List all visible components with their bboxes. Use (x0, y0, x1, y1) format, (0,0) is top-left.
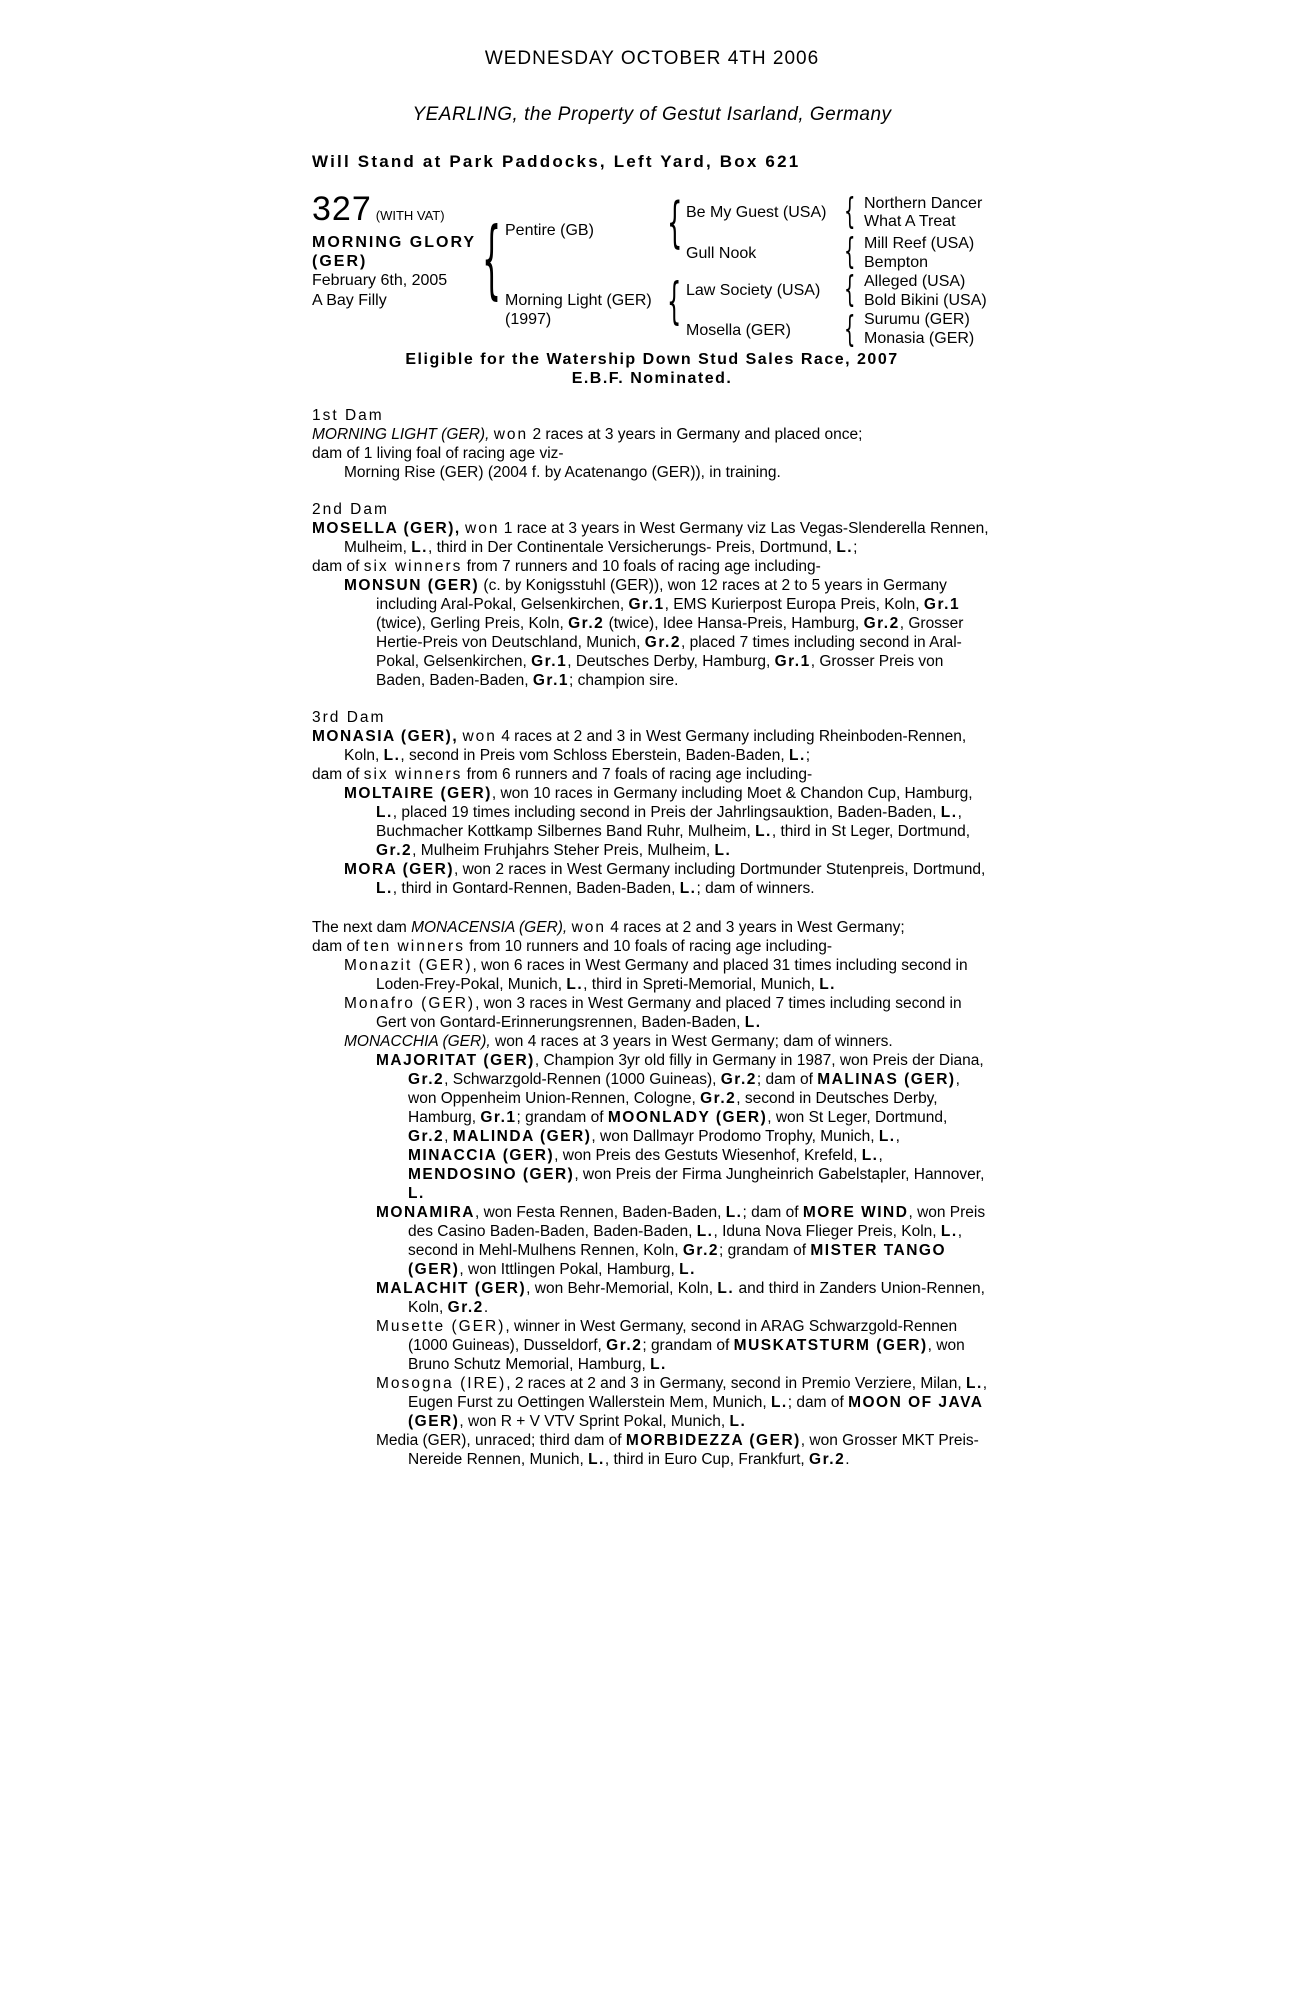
brace-icon: { (844, 191, 856, 232)
lot-number: 327 (312, 190, 372, 228)
ancestor-6: Bold Bikini (USA) (864, 292, 987, 309)
ancestor-3: Mill Reef (USA) (864, 235, 975, 252)
brace-icon: { (844, 309, 856, 350)
horse-country: (GER) (312, 253, 368, 270)
stand-location: Will Stand at Park Paddocks, Left Yard, Box 621 (312, 152, 801, 171)
dam-produce-summary: dam of 1 living foal of racing age viz- (312, 445, 564, 462)
produce-entry: MAJORITAT (GER), Champion 3yr old filly in Germany in 1987, won Preis der Diana, Gr.2, Schwarzgold-Rennen (1000 Guineas), Gr.2; dam of MALINAS (GER), won Oppenheim Union-Rennen, Cologne, Gr.2, second in Deutsches Derby, Hamburg, Gr.1; grandam of MOONLADY (GER), won St Leger, Dortmund, Gr.2, MALINDA (GER), won Dallmayr Prodomo Trophy, Munich, L., MINACCIA (GER), won Preis des Gestuts Wiesenhof, Krefeld, L., MENDOSINO (GER), won Preis der Firma Jungheinrich Gabelstapler, Hannover, L. (376, 1052, 985, 1202)
produce-entry: Musette (GER), winner in West Germany, second in ARAG Schwarzgold-Rennen (1000 Guineas), Dusseldorf, Gr.2; grandam of MUSKATSTURM (GER), won Bruno Schutz Memorial, Hamburg, L. (376, 1318, 965, 1373)
produce-entry: Monafro (GER), won 3 races in West Germany and placed 7 times including second in Gert von Gontard-Erinnerungsrennen, Baden-Baden, L. (344, 995, 962, 1031)
vat-note: (WITH VAT) (375, 208, 445, 223)
ancestor-7: Surumu (GER) (864, 311, 970, 328)
next-dam-section (312, 918, 992, 1469)
ebf-note: E.B.F. Nominated. (571, 370, 733, 387)
dam-record: MONASIA (GER), won 4 races at 2 and 3 in West Germany including Rheinboden-Rennen, Koln, L., second in Preis vom Schloss Eberstein, Baden-Baden, L.; (312, 728, 967, 764)
produce-entry: Media (GER), unraced; third dam of MORBIDEZZA (GER), won Grosser MKT Preis-Nereide Rennen, Munich, L., third in Euro Cup, Frankfurt, Gr.2. (376, 1432, 979, 1468)
dam-record: MOSELLA (GER), won 1 race at 3 years in West Germany viz Las Vegas-Slenderella Rennen, Mulheim, L., third in Der Continentale Versicherungs- Preis, Dortmund, L.; (312, 520, 989, 556)
produce-entry: MONAMIRA, won Festa Rennen, Baden-Baden, L.; dam of MORE WIND, won Preis des Casino Baden-Baden, Baden-Baden, L., Iduna Nova Flieger Preis, Koln, L., second in Mehl-Mulhens Rennen, Koln, Gr.2; grandam of MISTER TANGO (GER), won Ittlingen Pokal, Hamburg, L. (376, 1204, 986, 1278)
dam-produce-summary: dam of six winners from 6 runners and 7 foals of racing age including- (312, 766, 813, 783)
dam-dam: Mosella (GER) (686, 322, 791, 339)
produce-entry: MOLTAIRE (GER), won 10 races in Germany including Moet & Chandon Cup, Hamburg, L., placed 19 times including second in Preis der Jahrlingsauktion, Baden-Baden, L., Buchmacher Kottkamp Silbernes Band Ruhr, Mulheim, L., third in St Leger, Dortmund, Gr.2, Mulheim Fruhjahrs Steher Preis, Mulheim, L. (344, 785, 973, 859)
brace-icon: { (844, 269, 856, 310)
section-title: 2nd Dam (312, 501, 389, 518)
horse-name: MORNING GLORY (312, 234, 477, 251)
produce-entry: MONACCHIA (GER), won 4 races at 3 years in West Germany; dam of winners. (344, 1033, 893, 1050)
dam-name: MONACENSIA (GER), (411, 919, 568, 936)
horse-description: A Bay Filly (312, 292, 387, 309)
dam-name: MORNING LIGHT (GER), (312, 426, 490, 443)
dam-name: MOSELLA (GER), (312, 520, 461, 537)
ancestor-1: Northern Dancer (864, 195, 983, 212)
dam-produce-summary: dam of six winners from 7 runners and 10 foals of racing age including- (312, 558, 821, 575)
dam: Morning Light (GER) (505, 292, 652, 309)
produce-entry: Morning Rise (GER) (2004 f. by Acatenango (GER)), in training. (344, 464, 781, 481)
brace-icon: { (844, 231, 856, 272)
produce-entry: MORA (GER), won 2 races in West Germany including Dortmunder Stutenpreis, Dortmund, L., third in Gontard-Rennen, Baden-Baden, L.; dam of winners. (344, 861, 986, 897)
section-title: 1st Dam (312, 407, 384, 424)
dam-record: The next dam MONACENSIA (GER), won 4 races at 2 and 3 years in West Germany; (312, 919, 905, 936)
ancestor-8: Monasia (GER) (864, 330, 975, 347)
brace-icon: { (482, 209, 502, 309)
first-dam-section (312, 406, 992, 482)
dam-name: MONASIA (GER), (312, 728, 459, 745)
ancestor-4: Bempton (864, 254, 929, 271)
lot-number-line (312, 192, 445, 226)
produce-entry: MONSUN (GER) (c. by Konigsstuhl (GER)), won 12 races at 2 to 5 years in Germany including Aral-Pokal, Gelsenkirchen, Gr.1, EMS Kurierpost Europa Preis, Koln, Gr.1 (twice), Gerling Preis, Koln, Gr.2 (twice), Idee Hansa-Preis, Hamburg, Gr.2, Grosser Hertie-Preis von Deutschland, Munich, Gr.2, placed 7 times including second in Aral-Pokal, Gelsenkirchen, Gr.1, Deutsches Derby, Hamburg, Gr.1, Grosser Preis von Baden, Baden-Baden, Gr.1; champion sire. (344, 577, 964, 689)
produce-entry: MALACHIT (GER), won Behr-Memorial, Koln, L. and third in Zanders Union-Rennen, Koln, Gr.2. (376, 1280, 985, 1316)
third-dam-section (312, 708, 992, 898)
dam-record: MORNING LIGHT (GER), won 2 races at 3 years in Germany and placed once; (312, 426, 863, 443)
lot-heading: YEARLING, the Property of Gestut Isarland, Germany (412, 104, 892, 125)
section-title: 3rd Dam (312, 709, 386, 726)
dam-year: (1997) (505, 311, 552, 328)
sire: Pentire (GB) (505, 222, 594, 239)
sale-date: WEDNESDAY OCTOBER 4TH 2006 (484, 48, 820, 69)
dam-produce-summary: dam of ten winners from 10 runners and 10 foals of racing age including- (312, 938, 833, 955)
ancestor-5: Alleged (USA) (864, 273, 966, 290)
brace-icon: { (667, 191, 683, 254)
ancestor-2: What A Treat (864, 213, 956, 230)
sire-dam: Gull Nook (686, 245, 757, 262)
dam-sire: Law Society (USA) (686, 282, 821, 299)
eligibility-line: Eligible for the Watership Down Stud Sales Race, 2007 (405, 351, 899, 368)
sire-sire: Be My Guest (USA) (686, 204, 827, 221)
brace-icon: { (667, 272, 682, 330)
second-dam-section (312, 500, 992, 690)
produce-entry: Monazit (GER), won 6 races in West Germany and placed 31 times including second in Loden-Frey-Pokal, Munich, L., third in Spreti-Memorial, Munich, L. (344, 957, 968, 993)
produce-entry: Mosogna (IRE), 2 races at 2 and 3 in Germany, second in Premio Verziere, Milan, L., Eugen Furst zu Oettingen Wallerstein Mem, Munich, L.; dam of MOON OF JAVA (GER), won R + V VTV Sprint Pokal, Munich, L. (376, 1375, 988, 1430)
foaling-date: February 6th, 2005 (312, 272, 448, 289)
